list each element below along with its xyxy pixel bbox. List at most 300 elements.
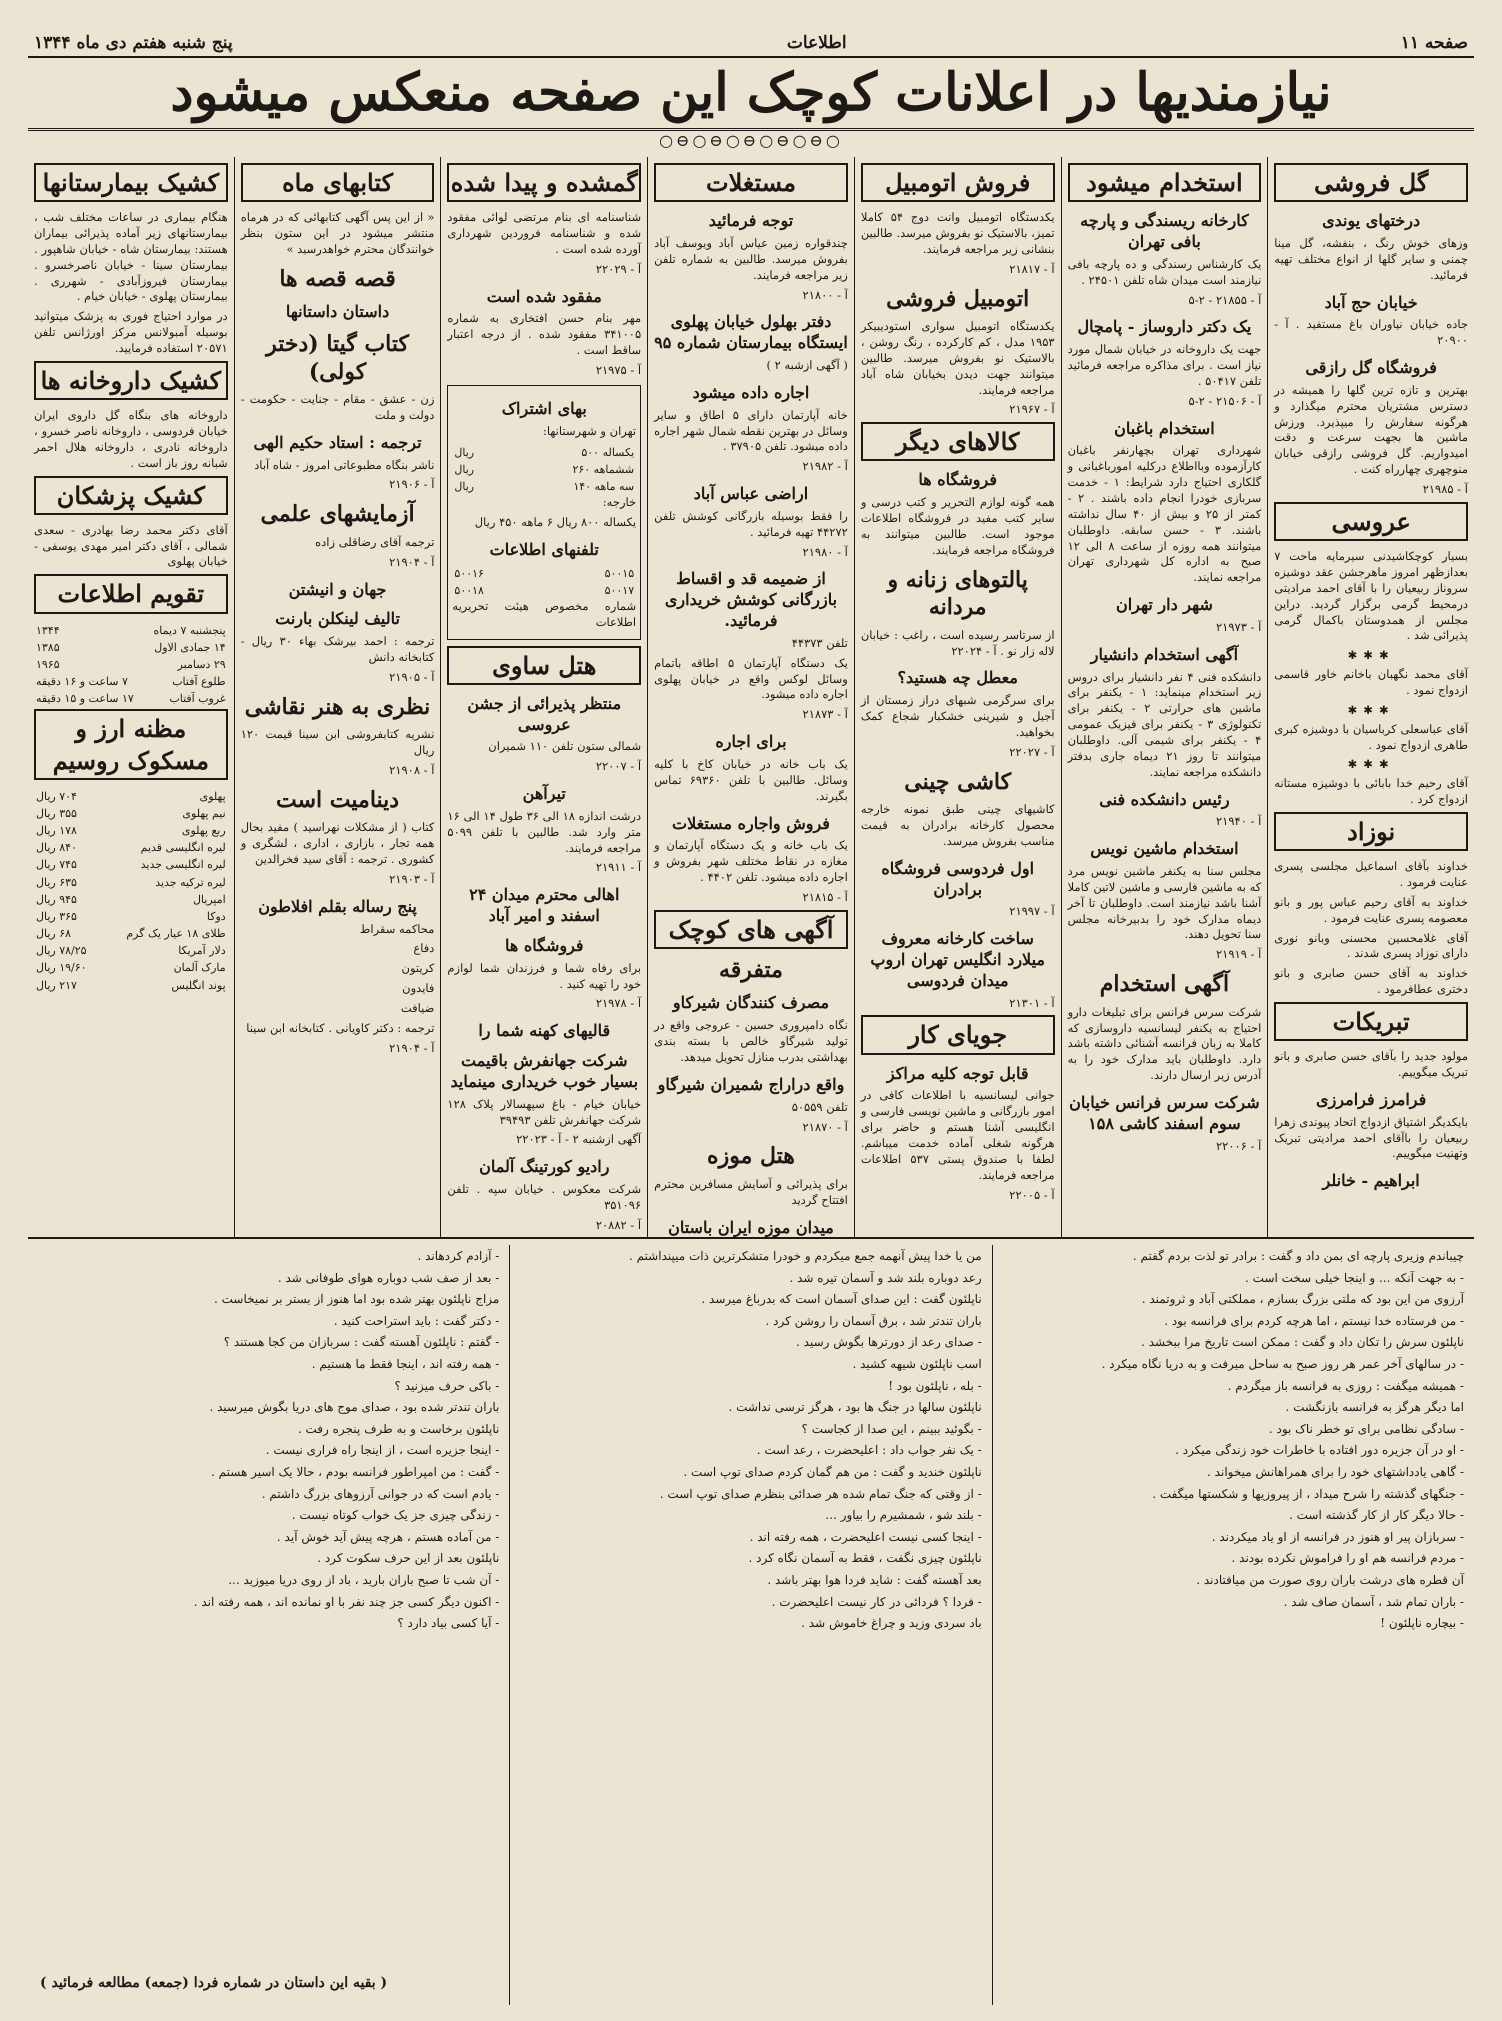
story-paragraph: - یادم است که در جوانی آرزوهای بزرگ داشتم . — [261, 1486, 500, 1501]
story-paragraph: - باران تمام شد ، آسمان صاف شد . — [1283, 1594, 1464, 1609]
story-paragraph: ناپلئون گفت : این صدای آسمان است که بدرباغ میرسد . — [701, 1292, 982, 1307]
story-paragraph: ناپلئون سالها در جنگ ها بود ، هرگز ترسی نداشت . — [728, 1400, 982, 1415]
column-services — [28, 157, 234, 1237]
ad-heading: فروشگاه گل رازقی — [1305, 358, 1437, 378]
ad-text: یکدستگاه اتومبیل وانت دوج ۵۴ کاملا تمیز، بالاستیک نو بفروش میرسد. طالبین بنشانی زیر مراجعه فرمایند. — [860, 210, 1055, 256]
story-paragraph: - حالا دیگر کار از کار گذشته است . — [1289, 1508, 1464, 1523]
story-paragraph: - فردا ؟ فردائی در کار نیست اعلیحضرت . — [771, 1594, 982, 1609]
table-cell: ریال — [454, 445, 475, 459]
story-paragraph: - دکتر گفت : باید استراحت کنید . — [333, 1313, 500, 1328]
table-cell: لیره انگلیسی قدیم — [140, 841, 226, 855]
notice-text: آقای عباسعلی کرباسیان با دوشیزه کبری طاهری ازدواج نمود . — [1274, 721, 1468, 752]
table-cell: پهلوی — [199, 789, 226, 803]
table-cell: پنجشنبه ۷ دیماه — [153, 623, 226, 637]
column-real-estate — [647, 157, 854, 1237]
table-cell: ۲۱۷ ریال — [35, 978, 77, 992]
story-paragraph: ناپلئون چیزی نگفت ، فقط به آسمان نگاه کرد . — [748, 1551, 982, 1566]
ad-code: آ - ۲۱۸۰۰ — [802, 287, 848, 302]
ad-text: همه گونه لوازم التحریر و کتب درسی و سایر کتب مفید در فروشگاه اطلاعات موجود است. طالبین میتوانند به فروشگاه مراجعه فرمایند. — [860, 495, 1055, 557]
ad-heading: قابل توجه کلیه مراکز — [886, 1063, 1029, 1083]
story-paragraph: - گاهی یادداشتهای خود را برای همراهانش میخواند . — [1207, 1464, 1464, 1479]
ad-text: را فقط بوسیله بازرگانی کوشش تلفن ۴۴۲۷۲ تهیه فرمائید . — [654, 508, 848, 539]
phones-title: تلفنهای اطلاعات — [489, 539, 599, 559]
page-banner: نیازمندیها در اعلانات کوچک این صفحه منعکس میشود — [28, 58, 1474, 131]
ad-text: نشریه کتابفروشی ابن سینا قیمت ۱۲۰ ریال — [240, 727, 435, 758]
section-title-flowers: گل فروشی — [1274, 163, 1468, 202]
section-title-employment: استخدام میشود — [1068, 163, 1262, 202]
ad-text: برای رفاه شما و فرزندان شما لوازم خود را تهیه کنید . — [447, 960, 642, 991]
story-paragraph: - آزادم کردهاند . — [417, 1249, 500, 1263]
ad-text: جوانی لیسانسیه با اطلاعات کافی در امور بازرگانی و ماشین نویسی فارسی و انگلیسی آشنا هستم و حاضر برای هرگونه شغلی آماده خدمت میباشم. لطفا با صندوق پستی ۵۳۷ اطلاعات مراجعه فرمایند. — [860, 1088, 1055, 1182]
story-paragraph: آرزوی من این بود که ملتی بزرگ بسازم ، مملکتی آباد و ثروتمند . — [1141, 1292, 1464, 1307]
section-title-real-estate: مستغلات — [654, 163, 848, 202]
ad-heading: درختهای یوندی — [1322, 211, 1421, 231]
story-paragraph: - در سالهای آخر عمر هر روز صبح به ساحل میرفت و به دریا نگاه میکرد . — [1101, 1356, 1464, 1371]
table-cell: ۷ ساعت و ۱۶ دقیقه — [35, 675, 128, 689]
list-item: محاکمه سقراط — [359, 921, 435, 936]
table-cell: ۷۸/۲۵ ریال — [35, 944, 87, 958]
ad-code: آ - ۲۱۵۰۶ - ۲-۵ — [1188, 393, 1262, 408]
table-row — [34, 908, 228, 925]
table-cell: ۸۴۰ ریال — [35, 841, 77, 855]
ad-code: آ - ۲۱۸۷۰ — [802, 1119, 848, 1134]
serial-story — [28, 1239, 1474, 2005]
ad-heading: کارخانه ریسندگی و پارچه بافی تهران — [1080, 211, 1249, 251]
ad-heading: مفقود شده است — [486, 286, 602, 306]
table-cell: ۱۷ ساعت و ۱۵ دقیقه — [35, 692, 134, 706]
ad-heading: آگهی استخدام دانشیار — [1090, 644, 1239, 664]
ad-heading-large: آگهی استخدام — [1099, 971, 1230, 998]
ad-heading: تیرآهن — [522, 784, 566, 804]
ad-text: چندقواره زمین عیاس آباد ویوسف آباد بفروش میرسد. طالبین به شماره تلفن زیر مراجعه فرمایند. — [654, 235, 848, 282]
ad-heading: پنج رساله بقلم افلاطون — [258, 896, 417, 916]
ad-heading: ترجمه : استاد حکیم الهی — [253, 432, 422, 452]
section-title-hospitals: کشیک بیمارستانها — [34, 163, 228, 202]
table-cell: ۷۰۴ ریال — [35, 789, 77, 803]
story-paragraph: اسب ناپلئون شیهه کشید . — [852, 1356, 982, 1371]
ad-code: آ - ۲۱۹۰۴ — [389, 554, 435, 569]
table-cell: نیم پهلوی — [182, 806, 226, 820]
ad-heading: واقع دراراج شمیران شیرگاو — [657, 1074, 845, 1094]
subscription-subtitle: تهران و شهرستانها: — [543, 423, 637, 438]
ad-text: جهت یک داروخانه در خیابان شمال مورد نیاز است . برای مذاکره مراجعه فرمائید تلفن ۵۰۴۱۷ . — [1067, 342, 1262, 388]
table-cell: ۱۹۶۵ — [35, 657, 60, 671]
ad-heading: شرکت جهانفرش باقیمت بسیار خوب خریداری مینماید — [450, 1051, 639, 1091]
table-row — [34, 977, 228, 994]
table-cell: ۶۸ ریال — [35, 927, 72, 941]
ad-heading: تالیف لینکلن بارنت — [275, 609, 400, 629]
table-cell: ۹۴۵ ریال — [35, 892, 77, 906]
story-paragraph: ناپلئون برخاست و به طرف پنجره رفت . — [297, 1421, 500, 1436]
section-title-job-seekers: جویای کار — [861, 1015, 1055, 1054]
ad-text: درشت اندازه ۱۸ الی ۳۶ طول ۱۴ الی ۱۶ متر وارد شد. طالبین با تلفن ۵۰۹۹ مراجعه فرمایند. — [447, 808, 642, 855]
ad-code: آ - ۲۱۸۷۳ — [802, 707, 848, 722]
ad-code: آ - ۲۲۰۲۹ — [595, 261, 642, 276]
story-paragraph: - آیا کسی بیاد دارد ؟ — [397, 1616, 500, 1631]
ad-text: شهرداری تهران بچهارنفر باغبان کارآزموده وبااطلاع درکلیه امورباغبانی و گلکاری احتیاج دارد شرایط: ۱ - خدمت سربازی خودرا انجام داده باشند . ۲ - کمتر از ۲۵ و بیش از ۴۰ سال نداشته باشند. ۳ - حسن سابقه. داوطلبان میتوانند همه روزه از ساعت ۸ الی ۱۲ صبح به اداره کل شهرداری تهران مراجعه نمایند. — [1067, 443, 1262, 585]
ad-text: « از این پس آگهی کتابهائی که در هرماه منتشر میشود در این ستون بنظر خوانندگان محترم خواهدرسید » — [240, 210, 435, 256]
ad-heading: فرامرز فرامرزی — [1316, 1089, 1427, 1109]
ad-text: شرکت معکوس . خیابان سپه . تلفن ۳۵۱۰۹۶ — [447, 1182, 642, 1212]
ad-heading: شرکت سرس فرانس خیابان سوم اسفند کاشی ۱۵۸ — [1069, 1093, 1260, 1133]
notice-text: آقای غلامحسین محسنی وبانو نوری دارای نوزاد پسری شدند . — [1274, 930, 1468, 961]
ad-heading: فروشگاه ها — [918, 470, 997, 490]
table-cell: پوند انگلیس — [171, 978, 226, 992]
issue-date: پنج شنبه هفتم دی ماه ۱۳۴۴ — [34, 33, 233, 53]
story-paragraph: - زندگی چیزی جز یک خواب کوتاه نیست . — [291, 1508, 500, 1523]
ad-heading: یک دکتر داروساز - پامچال — [1077, 317, 1252, 337]
story-paragraph: - جنگهای گذشته را شرح میداد ، از پیروزیها و شکستها میگفت . — [1152, 1486, 1464, 1501]
ad-code: آ - ۲۱۹۰۳ — [389, 871, 435, 886]
table-cell: ۱۴ جمادی الاول — [154, 640, 226, 654]
table-cell: مارک آلمان — [173, 961, 226, 975]
table-cell: ۱۹/۶۰ ریال — [35, 961, 87, 975]
ad-heading: اجاره داده میشود — [692, 382, 810, 402]
ad-text: کاشیهای چینی طبق نمونه خارجه محصول کارخانه برادران به قیمت مناسب بفروش میرسد. — [860, 802, 1055, 848]
story-paragraph: ناپلئون بعد از این حرف سکوت کرد . — [317, 1551, 500, 1566]
ad-text: از سرتاسر رسیده است ، راغب : خیابان لاله زار نو . آ - ۲۲۰۲۴ — [860, 627, 1055, 658]
ad-heading-large: هتل موزه — [707, 1143, 795, 1170]
star-divider: ✱✱✱ — [1347, 648, 1395, 663]
ad-text: تلفن ۵۰۵۵۹ — [791, 1099, 848, 1114]
table-row — [34, 673, 228, 690]
column-car-sales — [854, 157, 1061, 1237]
ad-heading-large: قصه قصه ها — [279, 265, 396, 292]
table-row — [34, 891, 228, 908]
ad-heading-large: دینامیت است — [275, 786, 400, 813]
story-paragraph: - همه رفته اند ، اینجا فقط ما هستیم . — [311, 1356, 500, 1371]
story-paragraph: مزاج ناپلئون بهتر شده بود اما هنوز از بستر بر نمیخاست . — [213, 1292, 500, 1307]
ad-heading: منتظر پذیرائی از جشن عروسی — [467, 693, 622, 734]
ornament-divider: ○⊖○⊖○⊖○⊖○⊖○ — [659, 131, 843, 150]
table-row — [452, 582, 636, 599]
table-cell: ۳۵۵ ریال — [35, 806, 77, 820]
story-paragraph: - صدای رعد از دورترها بگوش رسید . — [796, 1335, 982, 1350]
phones-note: شماره مخصوص هیئت تحریریه اطلاعات — [452, 598, 637, 629]
section-title-congrats: تبریکات — [1274, 1002, 1468, 1041]
story-paragraph: - همیشه میگفت : روزی به فرانسه باز میگردم . — [1227, 1378, 1464, 1393]
ad-text: وزهای خوش رنگ ، بنفشه، گل مینا چمنی و سایر گلها از انواع مختلف تهیه فرمائید. — [1274, 235, 1468, 282]
table-row — [34, 874, 228, 891]
table-cell: یکساله ۵۰۰ — [581, 445, 635, 459]
subscription-foreign: یکساله ۸۰۰ ریال ۶ ماهه ۴۵۰ ریال — [474, 514, 637, 529]
ad-code: آ - ۲۱۹۶۷ — [1009, 402, 1055, 417]
column-employment — [1061, 157, 1268, 1237]
ad-heading-large: پالتوهای زنانه و مردانه — [887, 566, 1028, 621]
ad-heading: میدان موزه ایران باستان — [668, 1217, 834, 1237]
ad-heading: ساخت کارخانه معروف میلارد انگلیس تهران اروپ میدان فردوسی — [870, 929, 1045, 990]
ad-text: خیابان خیام - باغ سپهسالار پلاک ۱۲۸ شرکت جهانفرش تلفن ۳۹۴۹۳ — [447, 1096, 642, 1127]
list-item: ضیافت — [400, 1000, 435, 1015]
ad-code: آ - ۲۱۹۰۸ — [389, 762, 435, 777]
ad-code: آ - ۲۲۰۰۵ — [1009, 1187, 1055, 1202]
newspaper-name: اطلاعات — [786, 33, 847, 53]
subscription-title: بهای اشتراک — [501, 398, 587, 418]
ad-heading: مصرف کنندگان شیرکاو — [672, 993, 830, 1013]
subscription-subtitle: خارجه: — [602, 495, 637, 510]
table-row — [452, 478, 636, 495]
ad-text: دانشکده فنی ۴ نفر دانشیار برای دروس زیر استخدام مینماید: ۱ - یکنفر برای ماشین های حرارتی ۲ - یکنفر برای تکنولوژی ۳ - یکنفر برای فیزیک عمومی ۴ - یکنفر برای شیمی آلی. داوطلبان میتوانند تا روز ۲۱ دیماه جاری بدفتر دانشکده مراجعه نمایند. — [1067, 669, 1262, 779]
table-cell: ۲۹ دسامبر — [177, 657, 226, 671]
story-paragraph: ناپلئون خندید و گفت : من هم گمان کردم صدای توپ است . — [683, 1464, 982, 1479]
star-divider: ✱✱✱ — [1347, 757, 1395, 772]
ad-code: آ - ۲۲۰۲۷ — [1009, 744, 1055, 759]
story-paragraph: باران تندتر شده بود ، صدای موج های دریا بگوش میرسید . — [209, 1400, 500, 1415]
table-row — [452, 565, 636, 582]
story-column-middle — [509, 1245, 991, 2005]
ad-code: آ - ۲۱۹۸۵ — [1422, 482, 1468, 497]
story-paragraph: - بعد از صف شب دوباره هوای طوفانی شد . — [277, 1270, 500, 1285]
ad-code: آ - ۲۱۸۱۵ — [802, 889, 848, 904]
ad-text: شرکت سرس فرانس برای تبلیغات دارو احتیاج به یکنفر لیسانسیه داروسازی که کاملا به زبان فرانسه آشنائی داشته باشد دارد. داوطلبان باید مدارک خود را به آدرس زیر ارسال دارند. — [1067, 1004, 1262, 1083]
table-cell: ۳۶۵ ریال — [35, 909, 77, 923]
ad-code: آ - ۲۱۹۸۰ — [802, 544, 848, 559]
table-cell: ششماهه ۲۶۰ — [572, 462, 635, 476]
section-title-rates: مظنه ارز و مسکوک روسیم — [34, 709, 228, 779]
story-paragraph: - اینجا کسی نیست اعلیحضرت ، همه رفته اند . — [749, 1529, 982, 1544]
story-paragraph: - بله ، ناپلئون بود ! — [888, 1378, 982, 1393]
ad-heading-large: متفرقه — [718, 956, 783, 983]
ad-code: آ - ۲۲۰۰۶ — [1215, 1138, 1262, 1153]
ad-text: خانه آپارتمان دارای ۵ اطاق و سایر وسائل در بهترین نقطه شمال شهر اجاره داده میشود. تلفن ۳۷۹۰۵ . — [654, 407, 848, 454]
phone-number: ۵۰۰۱۶ — [454, 566, 484, 580]
ad-code: آ - ۲۱۹۰۴ — [389, 1040, 435, 1055]
story-paragraph: من یا خدا پیش آنهمه جمع میکردم و خودرا متشکرترین ذات میپنداشتم . — [628, 1249, 982, 1263]
signature: ابراهیم - خانلر — [1322, 1171, 1420, 1191]
table-cell: غروب آفتاب — [169, 692, 226, 706]
table-row — [34, 959, 228, 976]
table-row — [452, 461, 636, 478]
table-cell: ربع پهلوی — [181, 824, 226, 838]
column-books — [234, 157, 441, 1237]
table-cell: طلای ۱۸ عیار یک گرم — [126, 927, 226, 941]
table-cell: ۱۳۸۵ — [35, 640, 60, 654]
ad-heading-large: کاشی چینی — [904, 768, 1012, 795]
ad-heading: رئیس دانشکده فنی — [1099, 789, 1230, 809]
table-cell: ۱۳۴۴ — [35, 623, 60, 637]
notice-text: هنگام بیماری در ساعات مختلف شب ، بیمارستانهای زیر آماده پذیرائی بیماران هستند: بیمارستان شاه - خیابان شاهپور . بیمارستان سینا - خیابان ناصرخسرو . بیمارستان فیروزآبادی - شهرری . بیمارستان پهلوی - خیابان خیام . — [33, 210, 228, 304]
ad-text: یک کارشناس رسندگی و ده پارچه بافی نیازمند است میدان شاه تلفن ۲۴۵۰۱ . — [1067, 256, 1262, 287]
section-title-car-sales: فروش اتومبیل — [861, 163, 1055, 202]
ad-heading: معطل چه هستید؟ — [897, 668, 1018, 688]
story-paragraph: - بلند شو ، شمشیرم را بیاور ... — [825, 1508, 982, 1523]
ad-heading: استخدام باغبان — [1114, 418, 1215, 438]
table-row — [34, 805, 228, 822]
subscription-box — [447, 385, 641, 640]
notice-text: آقای محمد نگهبان باخانم خاور قاسمی ازدواج نمود . — [1274, 667, 1468, 697]
table-row — [34, 925, 228, 942]
table-row — [34, 856, 228, 873]
story-paragraph: رعد دوباره بلند شد و آسمان تیره شد . — [789, 1270, 982, 1285]
phone-number: ۵۰۰۱۸ — [454, 583, 484, 597]
ad-code: آگهی ازشنبه ۲ - آ - ۲۲۰۲۳ — [516, 1132, 642, 1147]
notice-text: خداوند بآقای اسماعیل مجلسی پسری عنایت فرمود . — [1274, 859, 1468, 890]
notice-text: بایکدیگر اشتیاق ازدواج اتحاد پیوندی زهرا ربیعیان را باآقای احمد مرادیتی تبریک وتهنیت میگوییم. — [1274, 1114, 1468, 1161]
story-paragraph: - گفت : من امپراطور فرانسه بودم ، حالا یک اسیر هستم . — [211, 1464, 500, 1479]
story-paragraph: آن قطره های درشت باران روی صورت من میافتادند . — [1196, 1572, 1464, 1587]
ad-heading-large: کتاب گیتا (دختر کولی) — [266, 331, 409, 385]
story-paragraph: - مردم فرانسه هم او را فراموش نکرده بودند . — [1231, 1551, 1464, 1566]
ad-code: آ - ۲۱۹۰۶ — [389, 477, 435, 492]
story-paragraph: - از وقتی که جنگ تمام شده هر صدائی بنظرم صدای توپ است . — [659, 1486, 982, 1501]
ad-text: یک دستگاه آپارتمان ۵ اطاقه باتمام وسائل لوکس واقع در خیابان پهلوی اجاره داده میشود. — [654, 655, 848, 702]
ad-text: مجلس سنا به یکنفر ماشین نویس مرد که به ماشین فارسی و ماشین لاتین کاملا آشنا باشد نیازمند است. داوطلبان تا آخر دیماه مدارک خود را بدبیرخانه مجلس سنا تحویل دهند. — [1067, 864, 1262, 942]
ad-heading: رادیو کورتینگ آلمان — [479, 1157, 610, 1177]
story-paragraph: - بیچاره ناپلئون ! — [1380, 1616, 1464, 1631]
ad-code: آ - ۲۱۸۵۵ - ۲-۵ — [1188, 292, 1262, 307]
section-title-pharmacies: کشیک داروخانه ها — [34, 361, 228, 400]
table-cell: ریال — [454, 462, 475, 476]
notice-text: خداوند به آقای حسن صابری و بانو دختری عطافرمود . — [1274, 966, 1468, 997]
ad-text: مهر بنام حسن افتخاری به شماره ۳۴۱۰۰۵ مفقود شده . از درجه اعتبار ساقط است . — [447, 311, 642, 358]
story-paragraph: ناپلئون سرش را تکان داد و گفت : ممکن است تاریخ مرا ببخشد . — [1141, 1335, 1464, 1350]
table-cell: امپریال — [192, 892, 226, 906]
story-paragraph: چیباندم وزیری پارچه ای بمن داد و گفت : برادر تو لذت بردم گفتم . — [1132, 1249, 1464, 1263]
story-paragraph: - او در آن جزیره دور افتاده با خاطرات خود زندگی میکرد . — [1175, 1443, 1464, 1458]
ad-heading: فروش واجاره مستغلات — [672, 813, 830, 833]
ad-text: شناسنامه ای بنام مرتضی لوائی مفقود شده و شناسنامه فروردین شهرداری آورده شده است . — [447, 210, 642, 256]
ad-code: آ - ۲۰۸۸۲ — [595, 1217, 642, 1232]
ad-code: آ - ۲۱۹۷۵ — [595, 363, 642, 377]
ad-text: شمالی ستون تلفن ۱۱۰ شمیران — [488, 739, 642, 754]
ad-heading: اول فردوسی فروشگاه برادران — [881, 858, 1035, 899]
table-cell: ۶۳۵ ریال — [35, 875, 77, 889]
table-cell: طلوع آفتاب — [172, 675, 226, 689]
section-title-wedding: عروسی — [1274, 502, 1468, 541]
list-item: فایدون — [402, 981, 435, 996]
table-row — [34, 639, 228, 656]
ad-heading: از ضمیمه قد و اقساط بازرگانی کوشش خریداری فرمائید. — [664, 569, 838, 631]
ad-text: ترجمه : احمد بیرشک بهاء ۳۰ ریال - کتابخانه دانش — [240, 634, 435, 664]
story-paragraph: بعد آهسته گفت : شاید فردا هوا بهتر باشد . — [767, 1572, 982, 1587]
subscription-table — [452, 444, 636, 496]
page-number: صفحه ۱۱ — [1400, 33, 1468, 53]
ad-heading: اراضی عباس آباد — [693, 484, 809, 504]
ad-text: نگاه دامپروری حسین - عروجی واقع در تولید شیرگاو خالص با بسته بندی بهداشتی بدرب منازل تحویل میدهد. — [654, 1018, 848, 1064]
ad-text: برای پذیرائی و آسایش مسافرین محترم افتتاح گردید — [654, 1176, 848, 1207]
story-paragraph: - به جهت آنکه ... و اینجا خیلی سخت است . — [1245, 1270, 1464, 1285]
ad-text: ترجمه : دکتر کاویانی . کتابخانه ابن سینا — [246, 1020, 435, 1035]
ad-heading: توجه فرمائید — [708, 211, 794, 231]
ad-code: آ - ۲۲۰۰۷ — [595, 759, 642, 774]
ad-text: جاده خیابان نیاوران باغ مستفید . آ - ۲۰۹۰۰ — [1274, 317, 1468, 348]
story-paragraph: - گفتم : ناپلئون آهسته گفت : سربازان من کجا هستند ؟ — [223, 1335, 500, 1350]
ad-heading: استخدام ماشین نویس — [1090, 839, 1239, 859]
ad-heading-large: آزمایشهای علمی — [260, 501, 415, 528]
section-title-birth: نوزاد — [1274, 812, 1468, 851]
table-row — [34, 622, 228, 639]
ad-code: آ - ۲۱۹۴۰ — [1215, 814, 1262, 829]
ad-text: ناشر بنگاه مطبوعاتی امروز - شاه آباد — [254, 457, 435, 472]
ad-code: آ - ۲۱۹۱۹ — [1215, 947, 1262, 962]
ad-heading: داستان داستانها — [285, 302, 390, 322]
table-row — [34, 822, 228, 839]
notice-text: در موارد احتیاج فوری به پزشک میتوانید بوسیله آمبولانس مرکز اورژانس تلفن ۲۰۵۷۱ استفاده فرمایید. — [33, 309, 228, 356]
ad-code: آ - ۲۱۹۷۸ — [595, 996, 642, 1011]
section-title-hotel: هتل ساوی — [447, 646, 641, 685]
ad-code: آ - ۲۱۳۰۱ — [1009, 995, 1055, 1010]
section-title-calendar: تقویم اطلاعات — [34, 574, 228, 613]
story-paragraph: - من فرستاده خدا نیستم ، اما هرچه کردم برای فرانسه بود . — [1164, 1313, 1464, 1328]
story-paragraph: - اکنون دیگر کسی جز چند نفر با او نمانده اند ، همه رفته اند . — [193, 1594, 500, 1609]
table-row — [34, 788, 228, 805]
phone-number: ۵۰۰۱۷ — [604, 583, 635, 597]
list-item: کریتون — [401, 961, 435, 976]
section-title-lost-found: گمشده و پیدا شده — [447, 163, 641, 202]
ad-code: آ - ۲۱۹۷۳ — [1215, 619, 1262, 634]
story-paragraph: - آن شب تا صبح باران بارید ، باد از روی دریا میوزید ... — [228, 1572, 500, 1587]
notice-text: بسیار کوچکاشیدنی سیرمایه ماحت ۷ بعدازظهر امروز ماهرجشن عقد دوشیزه سروناز ربیعیان را با آقای احمد مرادیتی درمحیط گرمی برگزار گردید. دراین مجلس از همدوستان باکمال گرمی پذیرائی شد . — [1274, 549, 1468, 643]
column-flowers — [1267, 157, 1474, 1237]
ad-text: یک باب خانه و یک دستگاه آپارتمان و مغازه در نقاط مختلف شهر بفروش و اجاره داده میشود. تلفن ۴۴۰۲ . — [654, 838, 848, 885]
ad-heading: خیابان حج آباد — [1324, 292, 1418, 312]
ad-text: کتاب ( از مشکلات نهراسید ) مفید بحال همه تجار ، بازاری ، اداری ، لشگری و کشوری . ترجمه : آقای سید فخرالدین — [240, 820, 435, 866]
table-cell: ریال — [454, 479, 475, 493]
ad-code: آ - ۲۱۹۸۲ — [802, 459, 848, 474]
story-paragraph: باران تندتر شد ، برق آسمان را روشن کرد . — [765, 1313, 982, 1328]
ad-code: آ - ۲۱۹۰۵ — [389, 669, 435, 684]
ad-text: یک باب خانه در خیابان کاخ با کلیه وسائل. طالبین با تلفن ۶۹۳۶۰ تماس بگیرند. — [654, 756, 848, 803]
table-row — [34, 656, 228, 673]
ad-code: ( آگهی ازشبه ۲ ) — [766, 358, 848, 373]
notice-text: خداوند به آقای رحیم عباس پور و بانو معصومه پسری عنایت فرمود . — [1274, 894, 1468, 925]
table-cell: ۷۴۵ ریال — [35, 858, 77, 872]
page-header — [28, 30, 1474, 58]
story-paragraph: - سادگی نظامی برای تو خطر ناک بود . — [1268, 1421, 1464, 1436]
ad-code: آ - ۲۱۹۹۷ — [1009, 904, 1055, 919]
ad-heading-large: اتومبیل فروشی — [886, 285, 1030, 312]
story-paragraph: - باکی حرف میزنید ؟ — [394, 1378, 500, 1393]
ad-text: برای سرگرمی شبهای دراز زمستان از آجیل و شیرینی خشکبار شجاع کمک بخواهید. — [860, 693, 1055, 739]
ad-code: تلفن ۴۴۳۷۳ — [791, 635, 848, 650]
ad-heading: شهر دار تهران — [1115, 595, 1213, 615]
ad-heading: برای اجاره — [715, 732, 787, 752]
ad-text: زن - عشق - مقام - جنایت - حکومت - دولت و ملت — [240, 392, 435, 422]
story-paragraph: - سربازان پیر او هنوز در فرانسه از او یاد میکردند . — [1211, 1529, 1464, 1544]
ad-heading: قالیهای کهنه شما را — [478, 1021, 611, 1041]
section-title-books: کتابهای ماه — [241, 163, 435, 202]
table-row — [452, 444, 636, 461]
ad-code: آ - ۲۱۸۱۷ — [1009, 261, 1055, 276]
table-cell: دلار آمریکا — [178, 944, 226, 958]
story-paragraph: باد سردی وزید و چراغ خاموش شد . — [801, 1616, 982, 1631]
ad-text: بهترین و تازه ترین گلها را همیشه در دسترس مشتریان محترم میگذارد و هرگونه سفارش را میپذیرد. ورزش ماشین ها بجهت سرعت و دقت امیدواریم. گل فروشی رازقی خیابان منوچهری چهارراه کنت . — [1274, 382, 1468, 477]
ad-heading: اهالی محترم میدان ۲۴ اسفند و امیر آباد — [469, 885, 620, 926]
story-paragraph: - یک نفر جواب داد : اعلیحضرت ، رعد است . — [756, 1443, 982, 1458]
table-cell: لیره ترکیه جدید — [155, 875, 226, 889]
story-column-left — [28, 1245, 509, 2005]
column-lost-found — [440, 157, 647, 1237]
story-paragraph: - بگوئید ببینم ، این صدا از کجاست ؟ — [801, 1421, 982, 1436]
table-cell: لیره انگلیسی جدید — [140, 858, 226, 872]
notice-text: آقای رحیم خدا بابائی با دوشیزه مستانه ازدواج کرد . — [1274, 776, 1468, 807]
story-paragraph: - من آماده هستم ، هرچه پیش آید خوش آید . — [276, 1529, 500, 1544]
star-divider: ✱✱✱ — [1347, 702, 1395, 717]
ad-heading: دفتر بهلول خیابان پهلوی ایستگاه بیمارستان شماره ۹۵ — [654, 312, 848, 353]
classifieds-columns — [28, 157, 1474, 1239]
story-continuation-note: ( بقیه این داستان در شماره فردا (جمعه) مطالعه فرمائید ) — [40, 1975, 388, 1991]
phone-number: ۵۰۰۱۵ — [604, 566, 635, 580]
table-cell: سه ماهه ۱۴۰ — [573, 479, 635, 493]
ad-text: ترجمه آقای رضاقلی زاده — [315, 534, 435, 549]
notice-text: داروخانه های بنگاه گل داروی ایران خیابان فردوسی ، داروخانه ناصر خسرو ، داروخانه نادری ، داروخانه هلال احمر شبانه روز باز است . — [33, 408, 228, 470]
story-paragraph: - اینجا جزیره است ، از اینجا راه فراری نیست . — [265, 1443, 500, 1458]
section-title-other-goods: کالاهای دیگر — [861, 422, 1055, 461]
story-paragraph: اما دیگر هرگز به فرانسه بازنگشت . — [1285, 1400, 1464, 1415]
ad-heading-large: نظری به هنر نقاشی — [244, 693, 431, 720]
phones-table — [452, 565, 636, 599]
notice-text: آقای دکتر محمد رضا بهادری - سعدی شمالی ، آقای دکتر امیر مهدی یوسفی - خیابان پهلوی — [33, 522, 228, 569]
